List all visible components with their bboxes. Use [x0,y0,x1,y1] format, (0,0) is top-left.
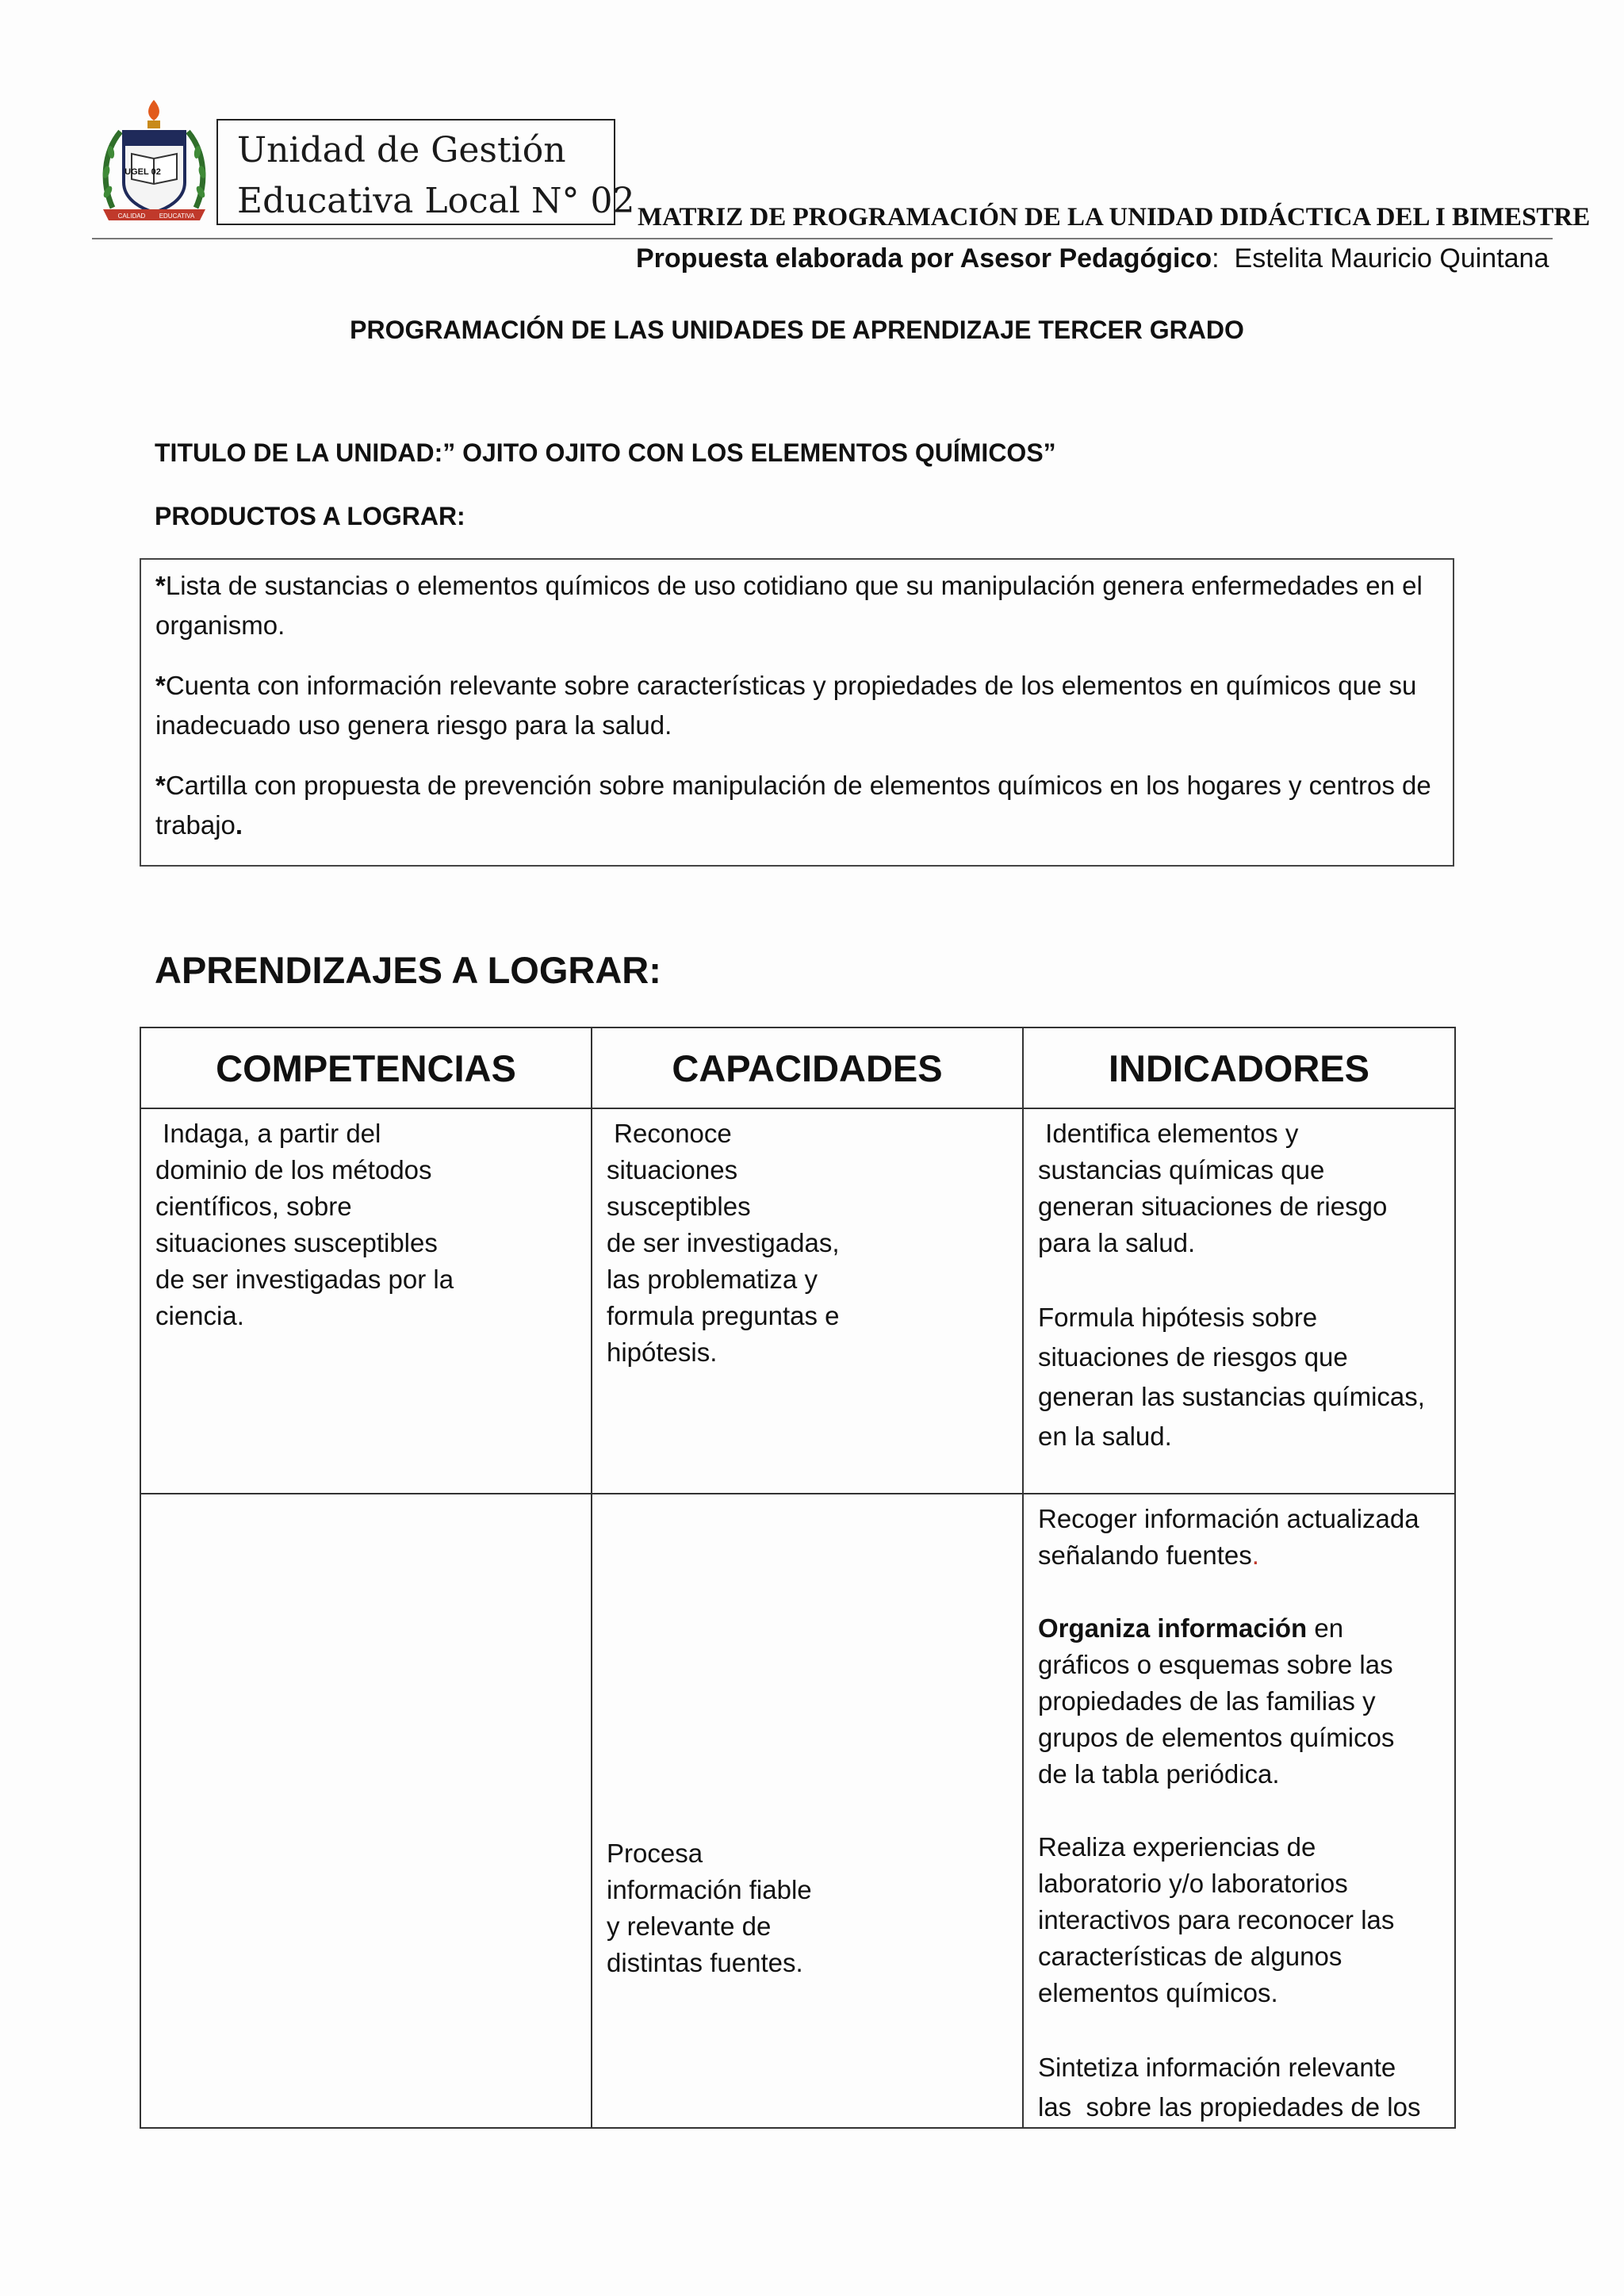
text-line: Indaga, a partir del [155,1119,381,1148]
indicator-item [1038,1298,1442,1456]
text-line: Recoger información actualizada [1038,1504,1419,1533]
indicator-item [1038,2048,1442,2127]
text-line: científicos, sobre [155,1192,352,1221]
ugel-name-box [216,119,635,225]
text-line: de ser investigadas, [607,1228,840,1257]
text-line [1038,1610,1442,1647]
text-line: situaciones [607,1155,738,1184]
text-fragment: señalando fuentes [1038,1540,1252,1570]
table-row [140,1108,1455,1494]
text-line: situaciones susceptibles [155,1228,438,1257]
text-fragment: en [1307,1613,1344,1643]
indicador-cell [1023,1494,1455,2128]
text-line: Sintetiza información relevante [1038,2053,1396,2082]
text-line [1038,1537,1442,1574]
text-line: Realiza experiencias de [1038,1832,1316,1862]
text-line: las problematiza y [607,1265,818,1294]
header-divider [92,238,1553,239]
propuesta-line [636,243,1549,274]
text-line: hipótesis. [607,1337,718,1367]
product-bullet: * [155,571,166,600]
ugel-name-line2: Educativa Local N° 02 [237,181,635,221]
text-line: de la tabla periódica. [1038,1759,1280,1789]
header-competencias: COMPETENCIAS [140,1027,592,1108]
product-item [155,666,1440,745]
text-line: formula preguntas e [607,1301,840,1330]
crest-ugel-text: UGEL 02 [124,167,161,177]
indicador-cell [1023,1108,1455,1494]
matriz-title: MATRIZ DE PROGRAMACIÓN DE LA UNIDAD DIDÁCTICA DEL I BIMESTRE [638,203,1591,232]
ugel-name-line1: Unidad de Gestión [237,130,566,170]
competencies-table [140,1027,1456,2129]
competencia-cell [140,1108,592,1494]
text-line: susceptibles [607,1192,751,1221]
propuesta-label: Propuesta elaborada por Asesor Pedagógico [636,243,1212,274]
product-bullet: * [155,671,166,700]
ugel-crest-logo [97,97,212,228]
text-line: grupos de elementos químicos [1038,1723,1395,1752]
text-line: generan situaciones de riesgo [1038,1192,1388,1221]
text-line: información fiable [607,1875,812,1904]
text-line: Formula hipótesis sobre [1038,1303,1318,1332]
indicator-item [1038,1501,1442,1574]
text-line: en la salud. [1038,1422,1172,1451]
product-item [155,566,1440,645]
text-line: interactivos para reconocer las [1038,1905,1395,1934]
text-line: ciencia. [155,1301,244,1330]
indicator-item [1038,1829,1442,2011]
text-line: situaciones de riesgos que [1038,1342,1348,1372]
competencia-cell-empty [140,1494,592,2128]
product-text: Cuenta con información relevante sobre características y propiedades de los elementos en químicos que su inadecuado uso genera riesgo para la salud. [155,671,1417,740]
text-line: características de algunos [1038,1942,1342,1971]
indicator-item [1038,1610,1442,1793]
text-line: dominio de los métodos [155,1155,432,1184]
crest-banner-right: EDUCATIVA [159,212,195,220]
capacidad-cell [592,1494,1023,2128]
capacidad-cell [592,1108,1023,1494]
red-period: . [1251,1540,1259,1570]
text-line: generan las sustancias químicas, [1038,1382,1425,1411]
products-box [140,558,1454,867]
table-row [140,1494,1455,2128]
programacion-title: PROGRAMACIÓN DE LAS UNIDADES DE APRENDIZAJE TERCER GRADO [350,316,1244,344]
propuesta-author: Estelita Mauricio Quintana [1234,243,1549,274]
product-text: Cartilla con propuesta de prevención sobre manipulación de elementos químicos en los hogares y centros de trabajo [155,771,1431,840]
header-capacidades: CAPACIDADES [592,1027,1023,1108]
product-final-period: . [235,810,243,840]
indicator-item [1038,1115,1442,1261]
text-line: Identifica elementos y [1038,1119,1299,1148]
product-text: Lista de sustancias o elementos químicos de uso cotidiano que su manipulación genera enfermedades en el organismo. [155,571,1423,640]
header-indicadores: INDICADORES [1023,1027,1455,1108]
text-line: y relevante de [607,1911,772,1941]
unit-title: TITULO DE LA UNIDAD:” OJITO OJITO CON LOS ELEMENTOS QUÍMICOS” [155,438,1056,467]
text-line: las sobre las propiedades de los [1038,2092,1421,2122]
text-line: distintas fuentes. [607,1948,803,1977]
propuesta-colon: : [1212,243,1220,274]
text-line: gráficos o esquemas sobre las [1038,1650,1393,1679]
bold-fragment: Organiza información [1038,1613,1308,1643]
text-line: propiedades de las familias y [1038,1686,1376,1716]
text-line: elementos químicos. [1038,1978,1278,2007]
product-bullet: * [155,771,166,800]
crest-banner-left: CALIDAD [117,212,146,220]
text-line: Procesa [607,1839,703,1868]
product-item [155,766,1440,845]
text-line: sustancias químicas que [1038,1155,1325,1184]
aprendizajes-heading: APRENDIZAJES A LOGRAR: [155,949,661,991]
text-line: para la salud. [1038,1228,1196,1257]
text-line: de ser investigadas por la [155,1265,454,1294]
text-line: laboratorio y/o laboratorios [1038,1869,1348,1898]
products-heading: PRODUCTOS A LOGRAR: [155,502,465,530]
text-line: Reconoce [607,1119,732,1148]
